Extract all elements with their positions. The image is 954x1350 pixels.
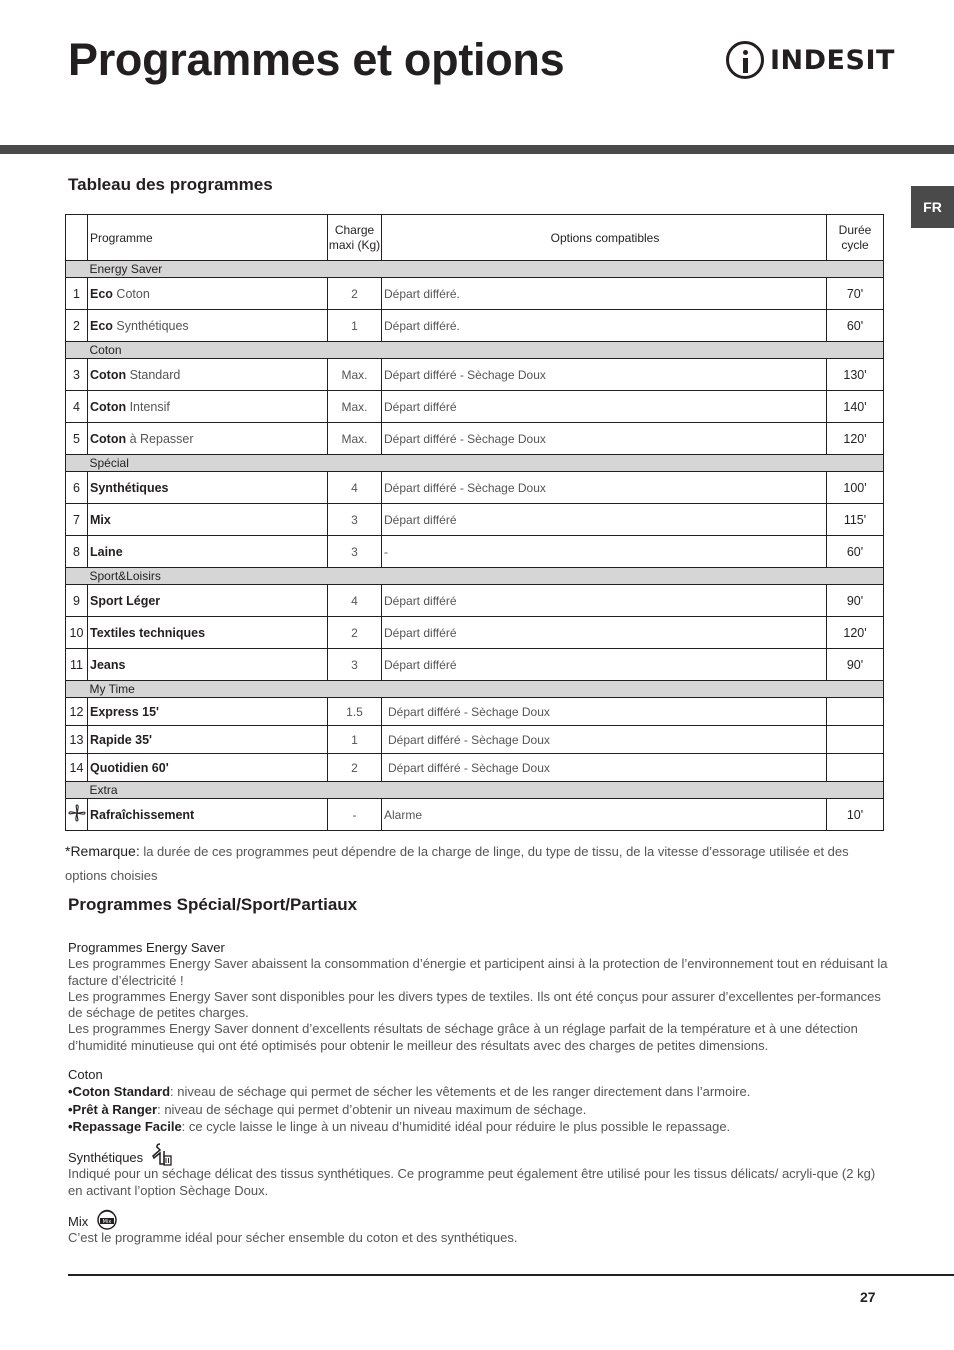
row-number: 9 xyxy=(66,585,88,617)
table-row xyxy=(66,585,884,617)
header-divider-bar xyxy=(0,145,954,154)
row-number: 10 xyxy=(66,617,88,649)
row-options: Départ différé xyxy=(382,504,827,536)
row-options: Départ différé - Sèchage Doux xyxy=(382,423,827,455)
table-row xyxy=(66,536,884,568)
row-options: Départ différé xyxy=(382,649,827,681)
row-programme-name xyxy=(88,423,328,455)
programme-name-variant: à Repasser xyxy=(126,431,194,446)
table-row xyxy=(66,617,884,649)
row-max-load: 3 xyxy=(328,649,382,681)
energy-saver-p3: Les programmes Energy Saver donnent d’excellents résultats de séchage grâce à un réglage parfait de la température et à une détection d’humidité minutieuse qui ont été optimisés pour obtenir le meilleur des résultats avec des charges de petites dimensions. xyxy=(68,1021,858,1053)
row-programme-name xyxy=(88,754,328,782)
table-row xyxy=(66,799,884,831)
row-duration: 90' xyxy=(827,649,884,681)
row-duration: 115' xyxy=(827,504,884,536)
row-options: Départ différé - Sèchage Doux xyxy=(382,698,827,726)
group-label: Energy Saver xyxy=(88,261,884,278)
row-max-load: Max. xyxy=(328,391,382,423)
table-row xyxy=(66,754,884,782)
row-max-load: 2 xyxy=(328,278,382,310)
row-duration xyxy=(827,698,884,726)
table-row xyxy=(66,504,884,536)
table-row xyxy=(66,472,884,504)
group-label: Sport&Loisirs xyxy=(88,568,884,585)
synthetiques-text: Indiqué pour un séchage délicat des tissus synthétiques. Ce programme peut également être utilisé pour les tissus délicats/ acryli-que (2 kg) en activant l’option Sèchage Doux. xyxy=(68,1166,876,1198)
programme-name-main: Coton xyxy=(90,431,127,446)
coton-item-label: •Coton Standard xyxy=(68,1084,171,1100)
header-options: Options compatibles xyxy=(382,215,827,261)
programme-name-main: Mix xyxy=(90,512,111,527)
programme-name-main: Textiles techniques xyxy=(90,625,206,640)
synthetiques-block xyxy=(68,1142,888,1199)
row-max-load: 4 xyxy=(328,472,382,504)
row-programme-name xyxy=(88,649,328,681)
row-duration: 60' xyxy=(827,310,884,342)
table-row xyxy=(66,423,884,455)
row-number: 5 xyxy=(66,423,88,455)
row-duration: 120' xyxy=(827,423,884,455)
row-max-load: - xyxy=(328,799,382,831)
mix-icon-label: Mix xyxy=(102,1219,112,1225)
programme-name-main: Eco xyxy=(90,318,113,333)
row-options: Départ différé - Sèchage Doux xyxy=(382,472,827,504)
row-number: 13 xyxy=(66,726,88,754)
row-number: 7 xyxy=(66,504,88,536)
row-options: Départ différé xyxy=(382,585,827,617)
row-number: 12 xyxy=(66,698,88,726)
energy-saver-block xyxy=(68,940,888,1054)
row-programme-name xyxy=(88,698,328,726)
table-note xyxy=(65,839,890,888)
row-programme-name xyxy=(88,799,328,831)
row-options: Départ différé. xyxy=(382,278,827,310)
mix-text: C’est le programme idéal pour sécher ensemble du coton et des synthétiques. xyxy=(68,1230,518,1246)
programme-name-variant: Standard xyxy=(126,367,181,382)
row-programme-name xyxy=(88,391,328,423)
coton-item xyxy=(68,1102,888,1118)
table-row xyxy=(66,391,884,423)
row-number: 11 xyxy=(66,649,88,681)
table-row xyxy=(66,698,884,726)
row-programme-name xyxy=(88,278,328,310)
row-number: 1 xyxy=(66,278,88,310)
table-row xyxy=(66,726,884,754)
row-duration: 10' xyxy=(827,799,884,831)
table-section-heading: Tableau des programmes xyxy=(68,175,273,194)
coton-item-text: : niveau de séchage qui permet d’obtenir un niveau maximum de séchage. xyxy=(157,1101,587,1117)
row-options: Départ différé - Sèchage Doux xyxy=(382,754,827,782)
row-max-load: 1 xyxy=(328,310,382,342)
group-header-row xyxy=(66,261,884,278)
row-duration: 130' xyxy=(827,359,884,391)
brand-logo xyxy=(726,40,895,80)
table-row xyxy=(66,278,884,310)
programme-name-main: Express 15' xyxy=(90,704,159,719)
header-duration: Durée cycle xyxy=(827,215,884,261)
special-section-heading: Programmes Spécial/Sport/Partiaux xyxy=(68,895,358,914)
row-duration xyxy=(827,754,884,782)
row-number: 14 xyxy=(66,754,88,782)
row-duration: 140' xyxy=(827,391,884,423)
programme-name-main: Coton xyxy=(90,399,127,414)
group-header-spacer xyxy=(66,342,88,359)
header-num xyxy=(66,215,88,261)
group-header-row xyxy=(66,342,884,359)
row-max-load: 3 xyxy=(328,536,382,568)
energy-saver-title: Programmes Energy Saver xyxy=(68,940,225,955)
row-duration: 100' xyxy=(827,472,884,504)
row-max-load: 2 xyxy=(328,754,382,782)
row-duration: 60' xyxy=(827,536,884,568)
row-number: 3 xyxy=(66,359,88,391)
group-header-spacer xyxy=(66,681,88,698)
group-label: Spécial xyxy=(88,455,884,472)
brand-i-icon xyxy=(726,41,764,79)
row-max-load: 1.5 xyxy=(328,698,382,726)
row-duration: 120' xyxy=(827,617,884,649)
row-max-load: 1 xyxy=(328,726,382,754)
fan-icon xyxy=(68,804,86,822)
page-number: 27 xyxy=(860,1289,876,1305)
row-options: Départ différé - Sèchage Doux xyxy=(382,726,827,754)
row-max-load: 3 xyxy=(328,504,382,536)
coton-block xyxy=(68,1067,888,1135)
row-options: - xyxy=(382,536,827,568)
row-number xyxy=(66,799,88,831)
programmes-table xyxy=(65,214,884,831)
header-programme: Programme xyxy=(88,215,328,261)
programme-name-main: Laine xyxy=(90,544,123,559)
programme-name-main: Quotidien 60' xyxy=(90,760,169,775)
mix-icon xyxy=(96,1208,118,1230)
synthetiques-title: Synthétiques xyxy=(68,1150,144,1165)
row-max-load: 2 xyxy=(328,617,382,649)
coton-item xyxy=(68,1119,888,1135)
row-options: Départ différé xyxy=(382,391,827,423)
group-header-row xyxy=(66,681,884,698)
coton-item-label: •Repassage Facile xyxy=(68,1118,182,1134)
row-number: 8 xyxy=(66,536,88,568)
coton-item-label: •Prêt à Ranger xyxy=(68,1101,158,1117)
row-max-load: Max. xyxy=(328,423,382,455)
group-label: Coton xyxy=(88,342,884,359)
row-max-load: Max. xyxy=(328,359,382,391)
row-duration: 90' xyxy=(827,585,884,617)
table-row xyxy=(66,649,884,681)
group-header-spacer xyxy=(66,568,88,585)
programme-name-main: Sport Léger xyxy=(90,593,161,608)
group-header-row xyxy=(66,568,884,585)
row-programme-name xyxy=(88,585,328,617)
footer-rule xyxy=(68,1274,954,1276)
row-programme-name xyxy=(88,617,328,649)
programme-name-main: Coton xyxy=(90,367,127,382)
coton-title: Coton xyxy=(68,1067,103,1082)
row-programme-name xyxy=(88,726,328,754)
note-text: la durée de ces programmes peut dépendre de la charge de linge, du type de tissu, de la vitesse d’essorage utilisée et des options choisies xyxy=(65,844,849,883)
coton-item-text: : niveau de séchage qui permet de sécher les vêtements et de les ranger directement dans l’armoire. xyxy=(170,1084,751,1100)
synthetiques-heading xyxy=(68,1142,888,1166)
mix-block xyxy=(68,1208,888,1247)
mix-title: Mix xyxy=(68,1214,89,1229)
programme-name-variant: Coton xyxy=(112,286,150,301)
row-number: 4 xyxy=(66,391,88,423)
group-header-spacer xyxy=(66,261,88,278)
row-options: Départ différé. xyxy=(382,310,827,342)
row-programme-name xyxy=(88,310,328,342)
row-max-load: 4 xyxy=(328,585,382,617)
row-programme-name xyxy=(88,536,328,568)
header-load: Charge maxi (Kg) xyxy=(328,215,382,261)
programme-name-variant: Intensif xyxy=(126,399,170,414)
coton-item-text: : ce cycle laisse le linge à un niveau d’humidité idéal pour réduire le plus possible le repassage. xyxy=(181,1118,731,1134)
programme-name-main: Synthétiques xyxy=(90,480,169,495)
row-programme-name xyxy=(88,472,328,504)
row-duration: 70' xyxy=(827,278,884,310)
table-row xyxy=(66,359,884,391)
brand-name: INDESIT xyxy=(770,44,895,76)
row-options: Départ différé - Sèchage Doux xyxy=(382,359,827,391)
energy-saver-p1: Les programmes Energy Saver abaissent la consommation d’énergie et participent ainsi à la protection de l’environnement tout en réduisant la facture d’électricité ! xyxy=(68,956,888,988)
group-header-row xyxy=(66,455,884,472)
row-programme-name xyxy=(88,359,328,391)
language-tab: FR xyxy=(911,186,954,228)
row-number: 2 xyxy=(66,310,88,342)
row-options: Alarme xyxy=(382,799,827,831)
group-header-spacer xyxy=(66,782,88,799)
programme-name-main: Jeans xyxy=(90,657,126,672)
programme-name-main: Eco xyxy=(90,286,113,301)
coton-item xyxy=(68,1084,888,1100)
group-header-row xyxy=(66,782,884,799)
mix-heading xyxy=(68,1208,888,1230)
row-duration xyxy=(827,726,884,754)
group-header-spacer xyxy=(66,455,88,472)
row-options: Départ différé xyxy=(382,617,827,649)
page-title: Programmes et options xyxy=(68,34,565,85)
group-label: My Time xyxy=(88,681,884,698)
programme-name-main: Rapide 35' xyxy=(90,732,153,747)
synthetic-hanger-icon xyxy=(151,1142,173,1166)
programme-name-main: Rafraîchissement xyxy=(90,807,195,822)
programme-name-variant: Synthétiques xyxy=(112,318,189,333)
table-header-row xyxy=(66,215,884,261)
row-number: 6 xyxy=(66,472,88,504)
energy-saver-p2: Les programmes Energy Saver sont disponibles pour les divers types de textiles. Ils ont été conçus pour assurer d’excellentes per-formances de séchage de petites charges. xyxy=(68,988,881,1021)
table-row xyxy=(66,310,884,342)
row-programme-name xyxy=(88,504,328,536)
note-lead: *Remarque: xyxy=(65,843,140,859)
group-label: Extra xyxy=(88,782,884,799)
